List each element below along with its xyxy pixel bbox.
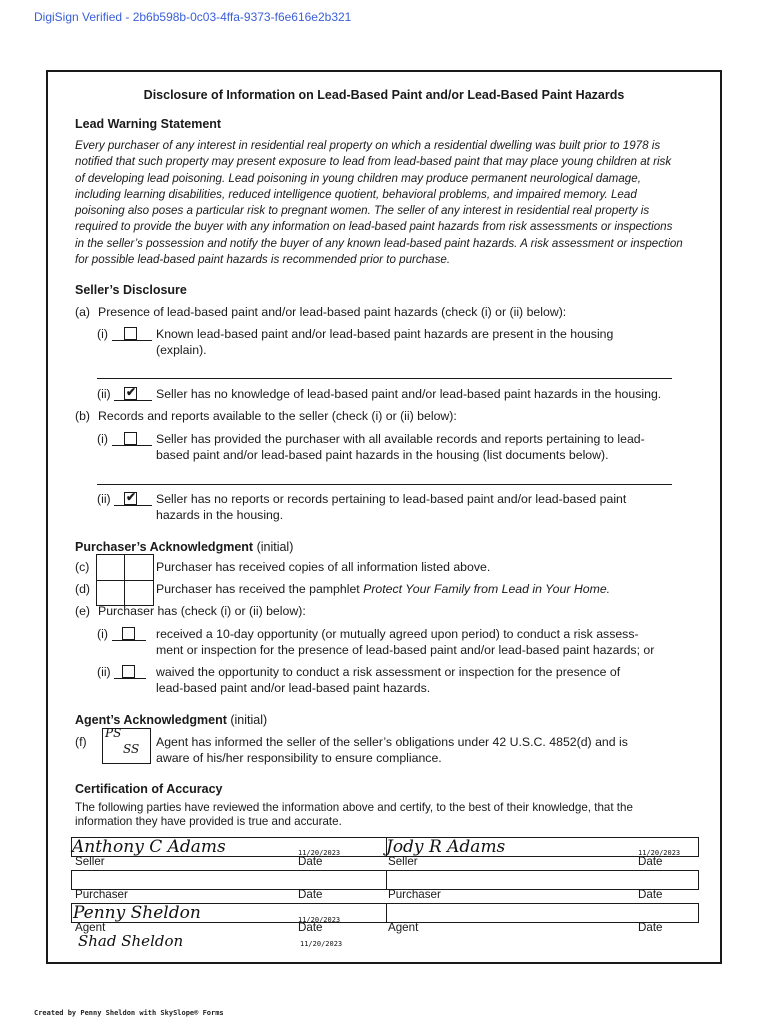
item-b-i-underline [112, 445, 152, 446]
item-d-text-plain: Purchaser has received the pamphlet [156, 582, 364, 596]
date-label: Date [638, 888, 663, 901]
item-b-i-documents-line [97, 484, 672, 485]
agent-initial-ss: SS [123, 742, 140, 756]
lead-warning-line: poisoning also poses a particular risk to pregnant women. The seller of any interest in residential real property is [75, 204, 650, 218]
item-e-i-text-2: ment or inspection for the presence of lead-based paint and/or lead-based paint hazards; or [156, 643, 655, 657]
item-f-marker: (f) [75, 735, 87, 749]
purchaser-initial-divider [96, 580, 154, 581]
seller-label: Seller [75, 855, 105, 868]
row-divider [386, 904, 387, 922]
purchaser-signature-row[interactable] [71, 870, 699, 890]
item-e-i-marker: (i) [97, 627, 108, 641]
seller-label: Seller [388, 855, 418, 868]
item-e-ii-marker: (ii) [97, 665, 111, 679]
item-b-marker: (b) [75, 409, 91, 423]
lead-warning-line: in the seller’s possession and notify the buyer of any known lead-based paint hazards. A risk assessment or inspection [75, 236, 683, 250]
item-b-i-text: Seller has provided the purchaser with all available records and reports pertaining to lead- [156, 432, 645, 446]
item-d-pamphlet-title: Protect Your Family from Lead in Your Home. [363, 582, 611, 596]
agent-initial-ps: PS [105, 726, 122, 740]
row-divider [386, 871, 387, 889]
lead-warning-line: including learning disabilities, reduced intelligence quotient, behavioral problems, and impaired memory. Lead [75, 187, 637, 201]
lead-warning-line: notified that such property may present exposure to lead from lead-based paint that may place young children at risk [75, 155, 672, 169]
item-a-i-underline [112, 340, 152, 341]
check-mark-icon: ✔ [126, 385, 137, 399]
item-a-ii-marker: (ii) [97, 387, 111, 401]
item-c-marker: (c) [75, 560, 90, 574]
seller-2-signature[interactable]: Jody R Adams [386, 837, 506, 857]
item-b-ii-checkbox[interactable] [124, 492, 137, 505]
item-a-ii-underline [114, 400, 152, 401]
item-a-text: Presence of lead-based paint and/or lead-based paint hazards (check (i) or (ii) below): [98, 305, 567, 319]
date-label: Date [298, 888, 323, 901]
item-f-text: Agent has informed the seller of the seller’s obligations under 42 U.S.C. 4852(d) and is [156, 735, 628, 749]
item-e-ii-text: waived the opportunity to conduct a risk assessment or inspection for the presence of [156, 665, 621, 679]
agent-ack-heading [75, 713, 267, 727]
lead-warning-line: of developing lead poisoning. Lead poisoning in young children may produce permanent neurological damage, [75, 171, 641, 185]
agent-initial-box[interactable] [102, 728, 151, 764]
item-a-i-text: Known lead-based paint and/or lead-based paint hazards are present in the housing [156, 327, 614, 341]
item-a-i-text-2: (explain). [156, 343, 207, 357]
agent-1-signature[interactable]: Penny Sheldon [73, 903, 201, 923]
purchaser-ack-note: (initial) [256, 540, 294, 554]
agent-1-date[interactable]: 11/20/2023 [298, 916, 341, 924]
disclosure-form [46, 70, 722, 964]
agent-2-signature[interactable]: Shad Sheldon [78, 932, 184, 950]
footer-credit: Created by Penny Sheldon with SkySlope® Forms [34, 1009, 224, 1017]
item-f-text-2: aware of his/her responsibility to ensure compliance. [156, 751, 442, 765]
purchaser-label: Purchaser [388, 888, 441, 901]
item-b-ii-marker: (ii) [97, 492, 111, 506]
lead-warning-text [75, 138, 700, 268]
purchaser-ack-heading [75, 540, 293, 554]
form-title: Disclosure of Information on Lead-Based Paint and/or Lead-Based Paint Hazards [143, 88, 625, 102]
agent-label: Agent [75, 921, 106, 934]
lead-warning-line: Every purchaser of any interest in residential real property on which a residential dwelling was built prior to 1978 is [75, 139, 661, 152]
seller-2-date[interactable]: 11/20/2023 [638, 849, 681, 857]
certification-text-2: information they have provided is true and accurate. [75, 815, 342, 828]
agent-ack-title: Agent’s Acknowledgment [75, 713, 227, 727]
item-a-ii-checkbox[interactable] [124, 387, 137, 400]
item-b-text: Records and reports available to the seller (check (i) or (ii) below): [98, 409, 457, 423]
purchaser-ack-title: Purchaser’s Acknowledgment [75, 540, 254, 554]
item-d-text [156, 582, 610, 596]
date-label: Date [298, 855, 323, 868]
item-e-marker: (e) [75, 604, 91, 618]
item-c-text: Purchaser has received copies of all information listed above. [156, 560, 491, 574]
agent-label: Agent [388, 921, 419, 934]
item-a-i-checkbox[interactable] [124, 327, 137, 340]
item-b-ii-text-2: hazards in the housing. [156, 508, 284, 522]
certification-text: The following parties have reviewed the information above and certify, to the best of their knowledge, that the [75, 801, 633, 814]
lead-warning-line: for possible lead-based paint hazards is recommended prior to purchase. [75, 253, 451, 267]
agent-ack-note: (initial) [230, 713, 268, 727]
seller-1-date[interactable]: 11/20/2023 [298, 849, 341, 857]
item-e-i-checkbox[interactable] [122, 627, 135, 640]
item-b-ii-text: Seller has no reports or records pertaining to lead-based paint and/or lead-based paint [156, 492, 627, 506]
item-d-marker: (d) [75, 582, 91, 596]
agent-2-date[interactable]: 11/20/2023 [300, 940, 343, 948]
check-mark-icon: ✔ [126, 490, 137, 504]
digisign-banner: DigiSign Verified - 2b6b598b-0c03-4ffa-9373-f6e616e2b321 [34, 10, 352, 24]
certification-heading: Certification of Accuracy [75, 782, 223, 796]
date-label: Date [638, 855, 663, 868]
item-a-i-marker: (i) [97, 327, 108, 341]
item-e-i-text: received a 10-day opportunity (or mutually agreed upon period) to conduct a risk assess- [156, 627, 639, 641]
lead-warning-heading: Lead Warning Statement [75, 117, 222, 131]
purchaser-label: Purchaser [75, 888, 128, 901]
lead-warning-line: required to provide the buyer with any information on lead-based paint hazards from risk assessments or inspections [75, 220, 673, 234]
item-e-i-underline [112, 640, 146, 641]
date-label: Date [638, 921, 663, 934]
item-a-marker: (a) [75, 305, 91, 319]
item-b-ii-underline [114, 505, 152, 506]
seller-disclosure-heading: Seller’s Disclosure [75, 283, 187, 297]
item-a-ii-text: Seller has no knowledge of lead-based paint and/or lead-based paint hazards in the housing. [156, 387, 662, 401]
date-label: Date [298, 921, 323, 934]
item-e-ii-underline [114, 678, 146, 679]
item-e-ii-text-2: lead-based paint and/or lead-based paint hazards. [156, 681, 431, 695]
item-b-i-marker: (i) [97, 432, 108, 446]
item-e-text: Purchaser has (check (i) or (ii) below): [98, 604, 306, 618]
item-e-ii-checkbox[interactable] [122, 665, 135, 678]
item-a-i-explain-line [97, 378, 672, 379]
item-b-i-checkbox[interactable] [124, 432, 137, 445]
item-b-i-text-2: based paint and/or lead-based paint hazards in the housing (list documents below). [156, 448, 609, 462]
seller-1-signature[interactable]: Anthony C Adams [72, 837, 226, 857]
